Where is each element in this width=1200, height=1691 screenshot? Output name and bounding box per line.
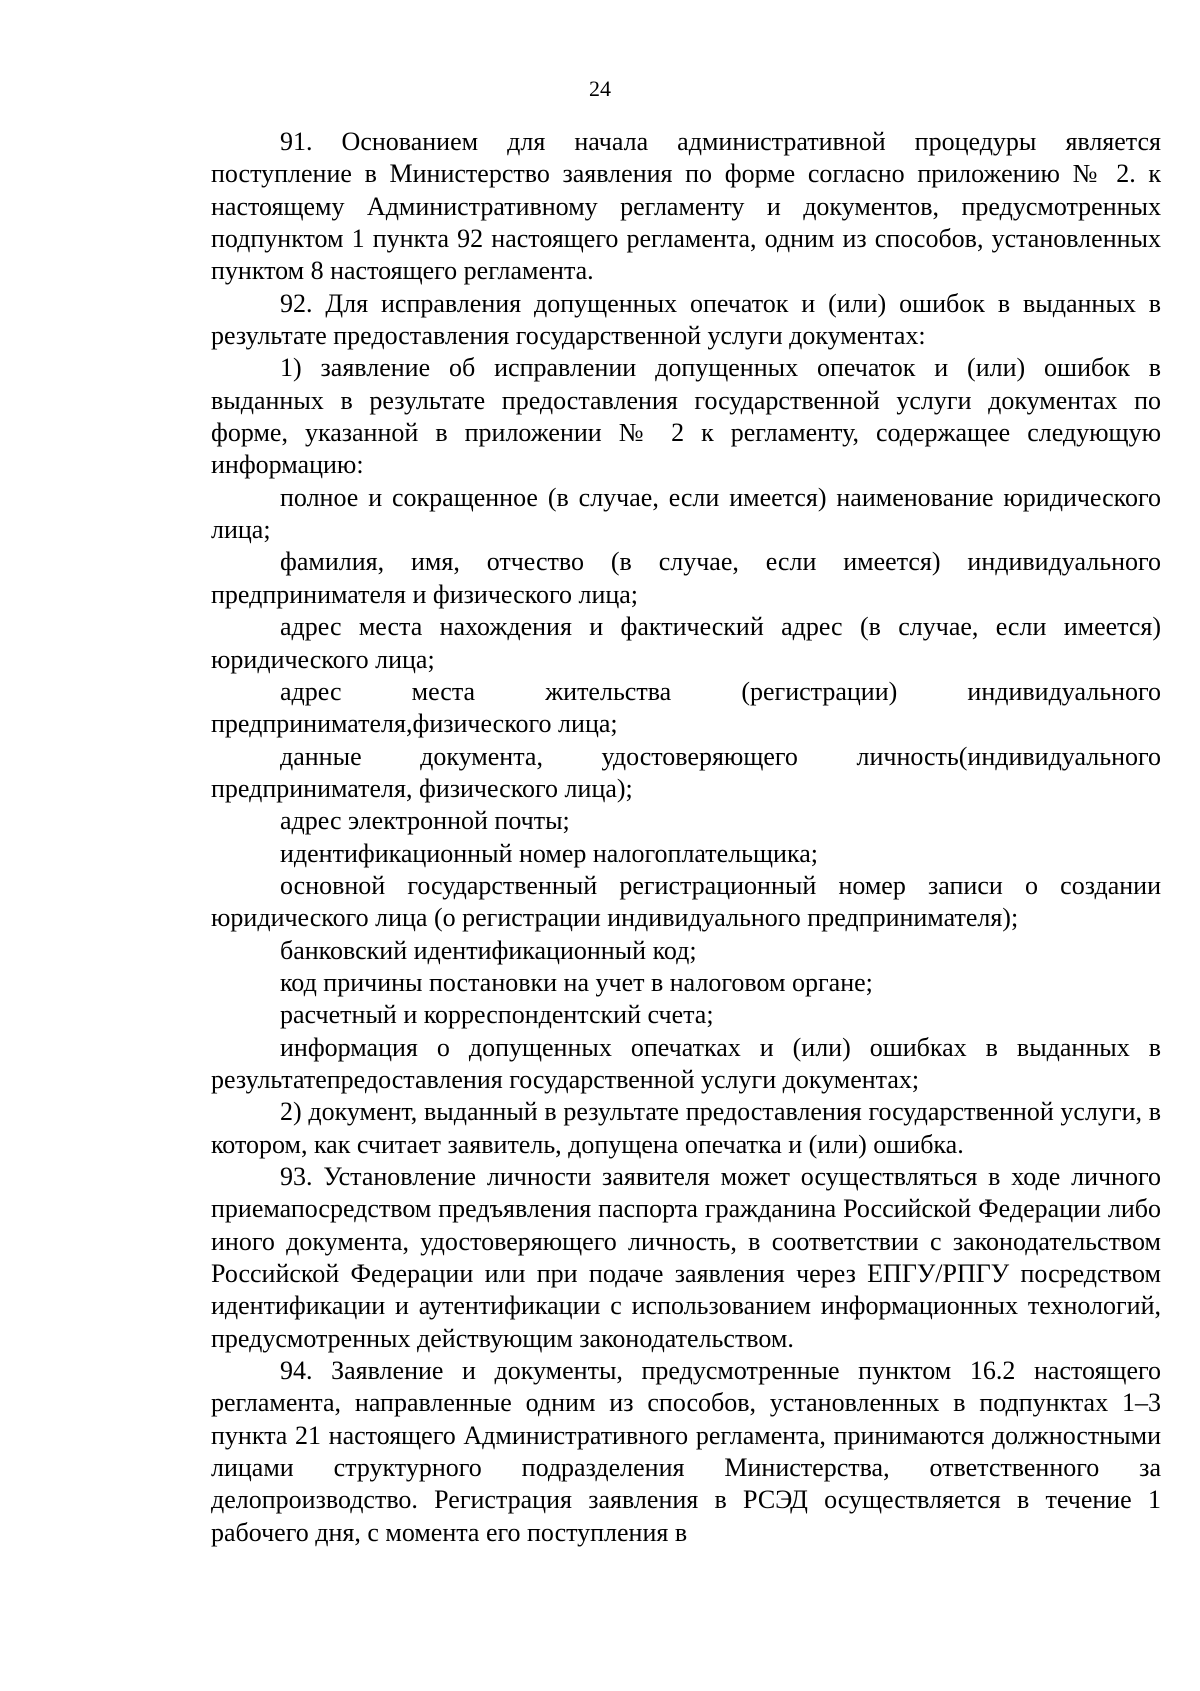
list-item-email: адрес электронной почты;	[280, 806, 570, 836]
list-item-identity-document: данные документа, удостоверяющего личность(индивидуального предпринимателя, физического лица);	[211, 741, 1161, 803]
page-number: 24	[589, 76, 611, 101]
list-item-accounts: расчетный и корреспондентский счета;	[280, 1000, 714, 1030]
list-item-legal-address: адрес места нахождения и фактический адрес (в случае, если имеется) юридического лица;	[211, 612, 1161, 674]
list-item-errors-info: информация о допущенных опечатках и (или) ошибках в выданных в результатепредоставления государственной услуги документах;	[211, 1032, 1161, 1094]
list-item-full-name: фамилия, имя, отчество (в случае, если имеется) индивидуального предпринимателя и физического лица;	[211, 547, 1161, 609]
list-item-bik: банковский идентификационный код;	[280, 935, 697, 965]
subitem-2-document: 2) документ, выданный в результате предоставления государственной услуги, в котором, как считает заявитель, допущена опечатка и (или) ошибка.	[211, 1097, 1161, 1159]
list-item-legal-entity-name: полное и сокращенное (в случае, если имеется) наименование юридического лица;	[211, 482, 1161, 545]
paragraph-94: 94. Заявление и документы, предусмотренные пунктом 16.2 настоящего регламента, направленные одним из способов, установленных в подпунктах 1–3 пункта 21 настоящего Административного регламента, принимаются должностными лицами структурного подразделения Министерства, ответственного за делопроизводство. Регистрация заявления в РСЭД осуществляется в течение 1 рабочего дня, с момента его поступления в	[211, 1356, 1161, 1547]
document-body	[211, 126, 1161, 1549]
paragraph-91: 91. Основанием для начала административной процедуры является поступление в Министерство заявления по форме согласно приложению № 2. к настоящему Административному регламенту и документов, предусмотренных подпунктом 1 пункта 92 настоящего регламента, одним из способов, установленных пунктом 8 настоящего регламента.	[211, 127, 1161, 286]
subitem-1-application: 1) заявление об исправлении допущенных опечаток и (или) ошибок в выданных в результате предоставления государственной услуги документах по форме, указанной в приложении № 2 к регламенту, содержащее следующую информацию:	[211, 353, 1161, 480]
paragraph-93: 93. Установление личности заявителя может осуществляться в ходе личного приемапосредством предъявления паспорта гражданина Российской Федерации либо иного документа, удостоверяющего личность, в соответствии с законодательством Российской Федерации или при подаче заявления через ЕПГУ/РПГУ посредством идентификации и аутентификации с использованием информационных технологий, предусмотренных действующим законодательством.	[211, 1162, 1161, 1353]
paragraph-92: 92. Для исправления допущенных опечаток и (или) ошибок в выданных в результате предоставления государственной услуги документах:	[211, 288, 1161, 351]
list-item-residence-address: адрес места жительства (регистрации) индивидуального предпринимателя,физического лица;	[211, 676, 1161, 739]
list-item-kpp: код причины постановки на учет в налоговом органе;	[280, 967, 873, 997]
list-item-ogrn: основной государственный регистрационный номер записи о создании юридического лица (о регистрации индивидуального предпринимателя);	[211, 870, 1161, 933]
list-item-inn: идентификационный номер налогоплательщика;	[280, 838, 818, 868]
